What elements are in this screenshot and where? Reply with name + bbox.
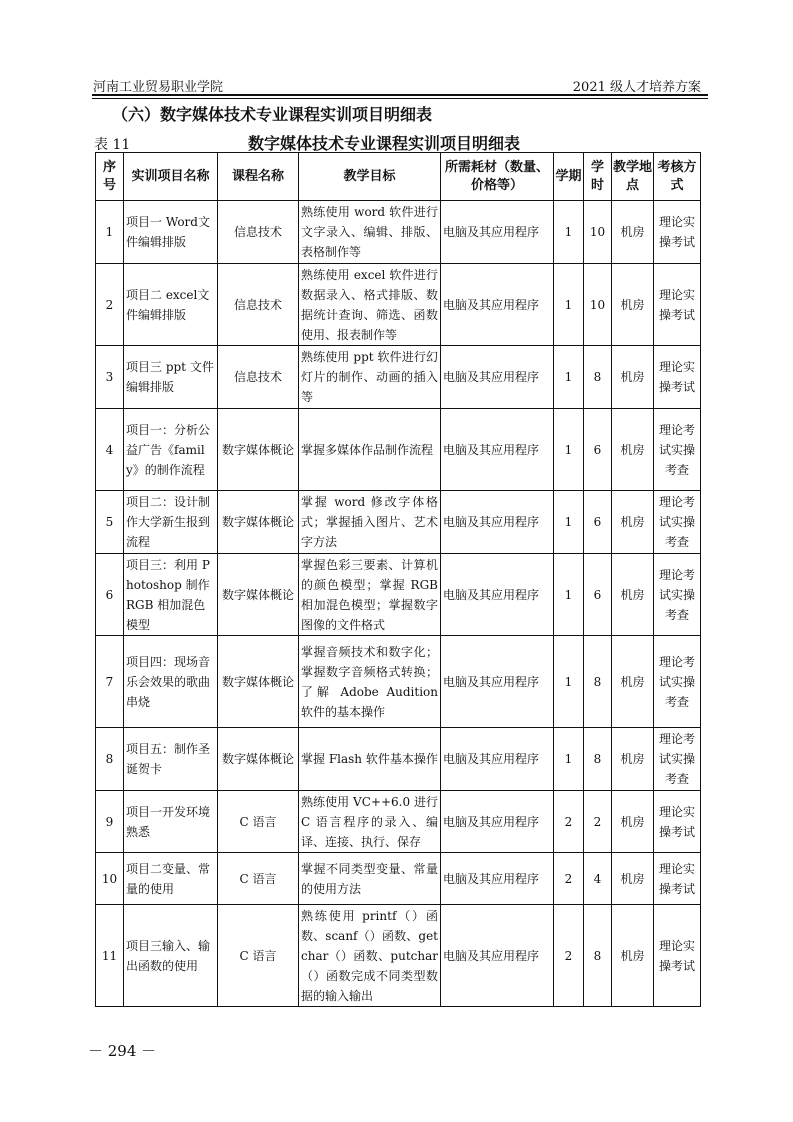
cell-no: 1 [96, 201, 124, 264]
cell-goal: 熟练使用 printf（）函数、scanf（）函数、getchar（）函数、putchar（）函数完成不同类型数据的输入输出 [299, 905, 441, 1007]
col-header: 所需耗材（数量、价格等） [441, 153, 554, 201]
table-row [96, 491, 701, 554]
cell-exam: 理论实操考试 [654, 791, 701, 853]
cell-goal: 掌握音频技术和数字化；掌握数字音频格式转换；了解 Adobe Audition 软件的基本操作 [299, 636, 441, 728]
cell-material: 电脑及其应用程序 [441, 491, 554, 554]
cell-no: 5 [96, 491, 124, 554]
col-header: 实训项目名称 [124, 153, 218, 201]
cell-material: 电脑及其应用程序 [441, 346, 554, 409]
cell-no: 2 [96, 264, 124, 346]
cell-hours: 8 [584, 905, 612, 1007]
table-row [96, 636, 701, 728]
table-row [96, 853, 701, 905]
table-label: 表 11 [94, 137, 131, 153]
cell-exam: 理论实操考试 [654, 346, 701, 409]
col-header: 课程名称 [218, 153, 299, 201]
table-row [96, 409, 701, 491]
cell-project: 项目三输入、输出函数的使用 [124, 905, 218, 1007]
cell-no: 4 [96, 409, 124, 491]
header-rule [92, 94, 708, 96]
cell-course: C 语言 [218, 905, 299, 1007]
cell-goal: 掌握多媒体作品制作流程 [299, 409, 441, 491]
cell-hours: 6 [584, 554, 612, 636]
table-row [96, 201, 701, 264]
cell-goal: 熟练使用 excel 软件进行数据录入、格式排版、数据统计查询、筛选、函数使用、报表制作等 [299, 264, 441, 346]
cell-place: 机房 [612, 853, 654, 905]
cell-goal: 熟练使用 VC++6.0 进行 C 语言程序的录入、编译、连接、执行、保存 [299, 791, 441, 853]
cell-project: 项目四：现场音乐会效果的歌曲串烧 [124, 636, 218, 728]
col-header: 教学地点 [612, 153, 654, 201]
cell-hours: 10 [584, 264, 612, 346]
cell-course: C 语言 [218, 791, 299, 853]
cell-project: 项目二 excel文件编辑排版 [124, 264, 218, 346]
cell-place: 机房 [612, 728, 654, 791]
cell-project: 项目二：设计制作大学新生报到流程 [124, 491, 218, 554]
cell-goal: 掌握 Flash 软件基本操作 [299, 728, 441, 791]
cell-term: 2 [554, 853, 584, 905]
cell-term: 1 [554, 491, 584, 554]
cell-exam: 理论实操考试 [654, 201, 701, 264]
cell-course: C 语言 [218, 853, 299, 905]
cell-hours: 6 [584, 491, 612, 554]
table-row [96, 346, 701, 409]
cell-exam: 理论考试实操考查 [654, 554, 701, 636]
cell-exam: 理论考试实操考查 [654, 409, 701, 491]
cell-exam: 理论考试实操考查 [654, 728, 701, 791]
cell-course: 数字媒体概论 [218, 636, 299, 728]
cell-material: 电脑及其应用程序 [441, 409, 554, 491]
cell-project: 项目一开发环境熟悉 [124, 791, 218, 853]
cell-term: 1 [554, 264, 584, 346]
cell-place: 机房 [612, 636, 654, 728]
col-header: 考核方式 [654, 153, 701, 201]
col-header: 序号 [96, 153, 124, 201]
table-row [96, 264, 701, 346]
table-row [96, 905, 701, 1007]
cell-no: 6 [96, 554, 124, 636]
cell-material: 电脑及其应用程序 [441, 853, 554, 905]
cell-course: 数字媒体概论 [218, 409, 299, 491]
cell-material: 电脑及其应用程序 [441, 728, 554, 791]
cell-course: 数字媒体概论 [218, 728, 299, 791]
col-header: 学期 [554, 153, 584, 201]
cell-material: 电脑及其应用程序 [441, 791, 554, 853]
cell-goal: 掌握不同类型变量、常量的使用方法 [299, 853, 441, 905]
cell-material: 电脑及其应用程序 [441, 636, 554, 728]
cell-hours: 8 [584, 728, 612, 791]
cell-project: 项目三：利用 Photoshop 制作 RGB 相加混色模型 [124, 554, 218, 636]
cell-goal: 熟练使用 ppt 软件进行幻灯片的制作、动画的插入等 [299, 346, 441, 409]
cell-no: 3 [96, 346, 124, 409]
cell-goal: 掌握 word 修改字体格式；掌握插入图片、艺术字方法 [299, 491, 441, 554]
cell-material: 电脑及其应用程序 [441, 554, 554, 636]
cell-exam: 理论实操考试 [654, 853, 701, 905]
cell-place: 机房 [612, 905, 654, 1007]
table-header-row [96, 153, 701, 201]
cell-project: 项目三 ppt 文件编辑排版 [124, 346, 218, 409]
cell-project: 项目一：分析公益广告《family》的制作流程 [124, 409, 218, 491]
cell-no: 9 [96, 791, 124, 853]
cell-project: 项目一 Word文件编辑排版 [124, 201, 218, 264]
cell-course: 信息技术 [218, 201, 299, 264]
cell-exam: 理论实操考试 [654, 905, 701, 1007]
table-row [96, 554, 701, 636]
cell-project: 项目五：制作圣诞贺卡 [124, 728, 218, 791]
cell-place: 机房 [612, 409, 654, 491]
header-doc-title: 2021 级人才培养方案 [572, 80, 701, 95]
cell-no: 10 [96, 853, 124, 905]
cell-term: 2 [554, 905, 584, 1007]
col-header: 教学目标 [299, 153, 441, 201]
header-school: 河南工业贸易职业学院 [93, 80, 224, 95]
col-header: 学时 [584, 153, 612, 201]
cell-term: 1 [554, 554, 584, 636]
cell-course: 数字媒体概论 [218, 491, 299, 554]
cell-place: 机房 [612, 491, 654, 554]
cell-hours: 4 [584, 853, 612, 905]
cell-hours: 2 [584, 791, 612, 853]
cell-term: 1 [554, 409, 584, 491]
table-row [96, 791, 701, 853]
cell-place: 机房 [612, 791, 654, 853]
cell-exam: 理论实操考试 [654, 264, 701, 346]
cell-hours: 6 [584, 409, 612, 491]
cell-place: 机房 [612, 201, 654, 264]
cell-term: 1 [554, 201, 584, 264]
page-number: － 294 － [88, 1042, 157, 1060]
cell-course: 信息技术 [218, 346, 299, 409]
training-projects-table [95, 152, 701, 1007]
cell-term: 2 [554, 791, 584, 853]
table-title: 数字媒体技术专业课程实训项目明细表 [248, 134, 521, 153]
table-row [96, 728, 701, 791]
cell-term: 1 [554, 728, 584, 791]
cell-exam: 理论考试实操考查 [654, 491, 701, 554]
cell-term: 1 [554, 346, 584, 409]
cell-term: 1 [554, 636, 584, 728]
section-title: （六）数字媒体技术专业课程实训项目明细表 [112, 105, 433, 124]
cell-goal: 掌握色彩三要素、计算机的颜色模型；掌握 RGB 相加混色模型；掌握数字图像的文件格式 [299, 554, 441, 636]
header-rule-thin [92, 98, 708, 99]
cell-hours: 8 [584, 346, 612, 409]
cell-goal: 熟练使用 word 软件进行文字录入、编辑、排版、表格制作等 [299, 201, 441, 264]
cell-place: 机房 [612, 264, 654, 346]
cell-place: 机房 [612, 554, 654, 636]
cell-material: 电脑及其应用程序 [441, 264, 554, 346]
cell-material: 电脑及其应用程序 [441, 905, 554, 1007]
cell-exam: 理论考试实操考查 [654, 636, 701, 728]
cell-course: 数字媒体概论 [218, 554, 299, 636]
cell-no: 7 [96, 636, 124, 728]
cell-no: 11 [96, 905, 124, 1007]
cell-no: 8 [96, 728, 124, 791]
cell-project: 项目二变量、常量的使用 [124, 853, 218, 905]
cell-hours: 8 [584, 636, 612, 728]
cell-place: 机房 [612, 346, 654, 409]
cell-course: 信息技术 [218, 264, 299, 346]
cell-material: 电脑及其应用程序 [441, 201, 554, 264]
cell-hours: 10 [584, 201, 612, 264]
